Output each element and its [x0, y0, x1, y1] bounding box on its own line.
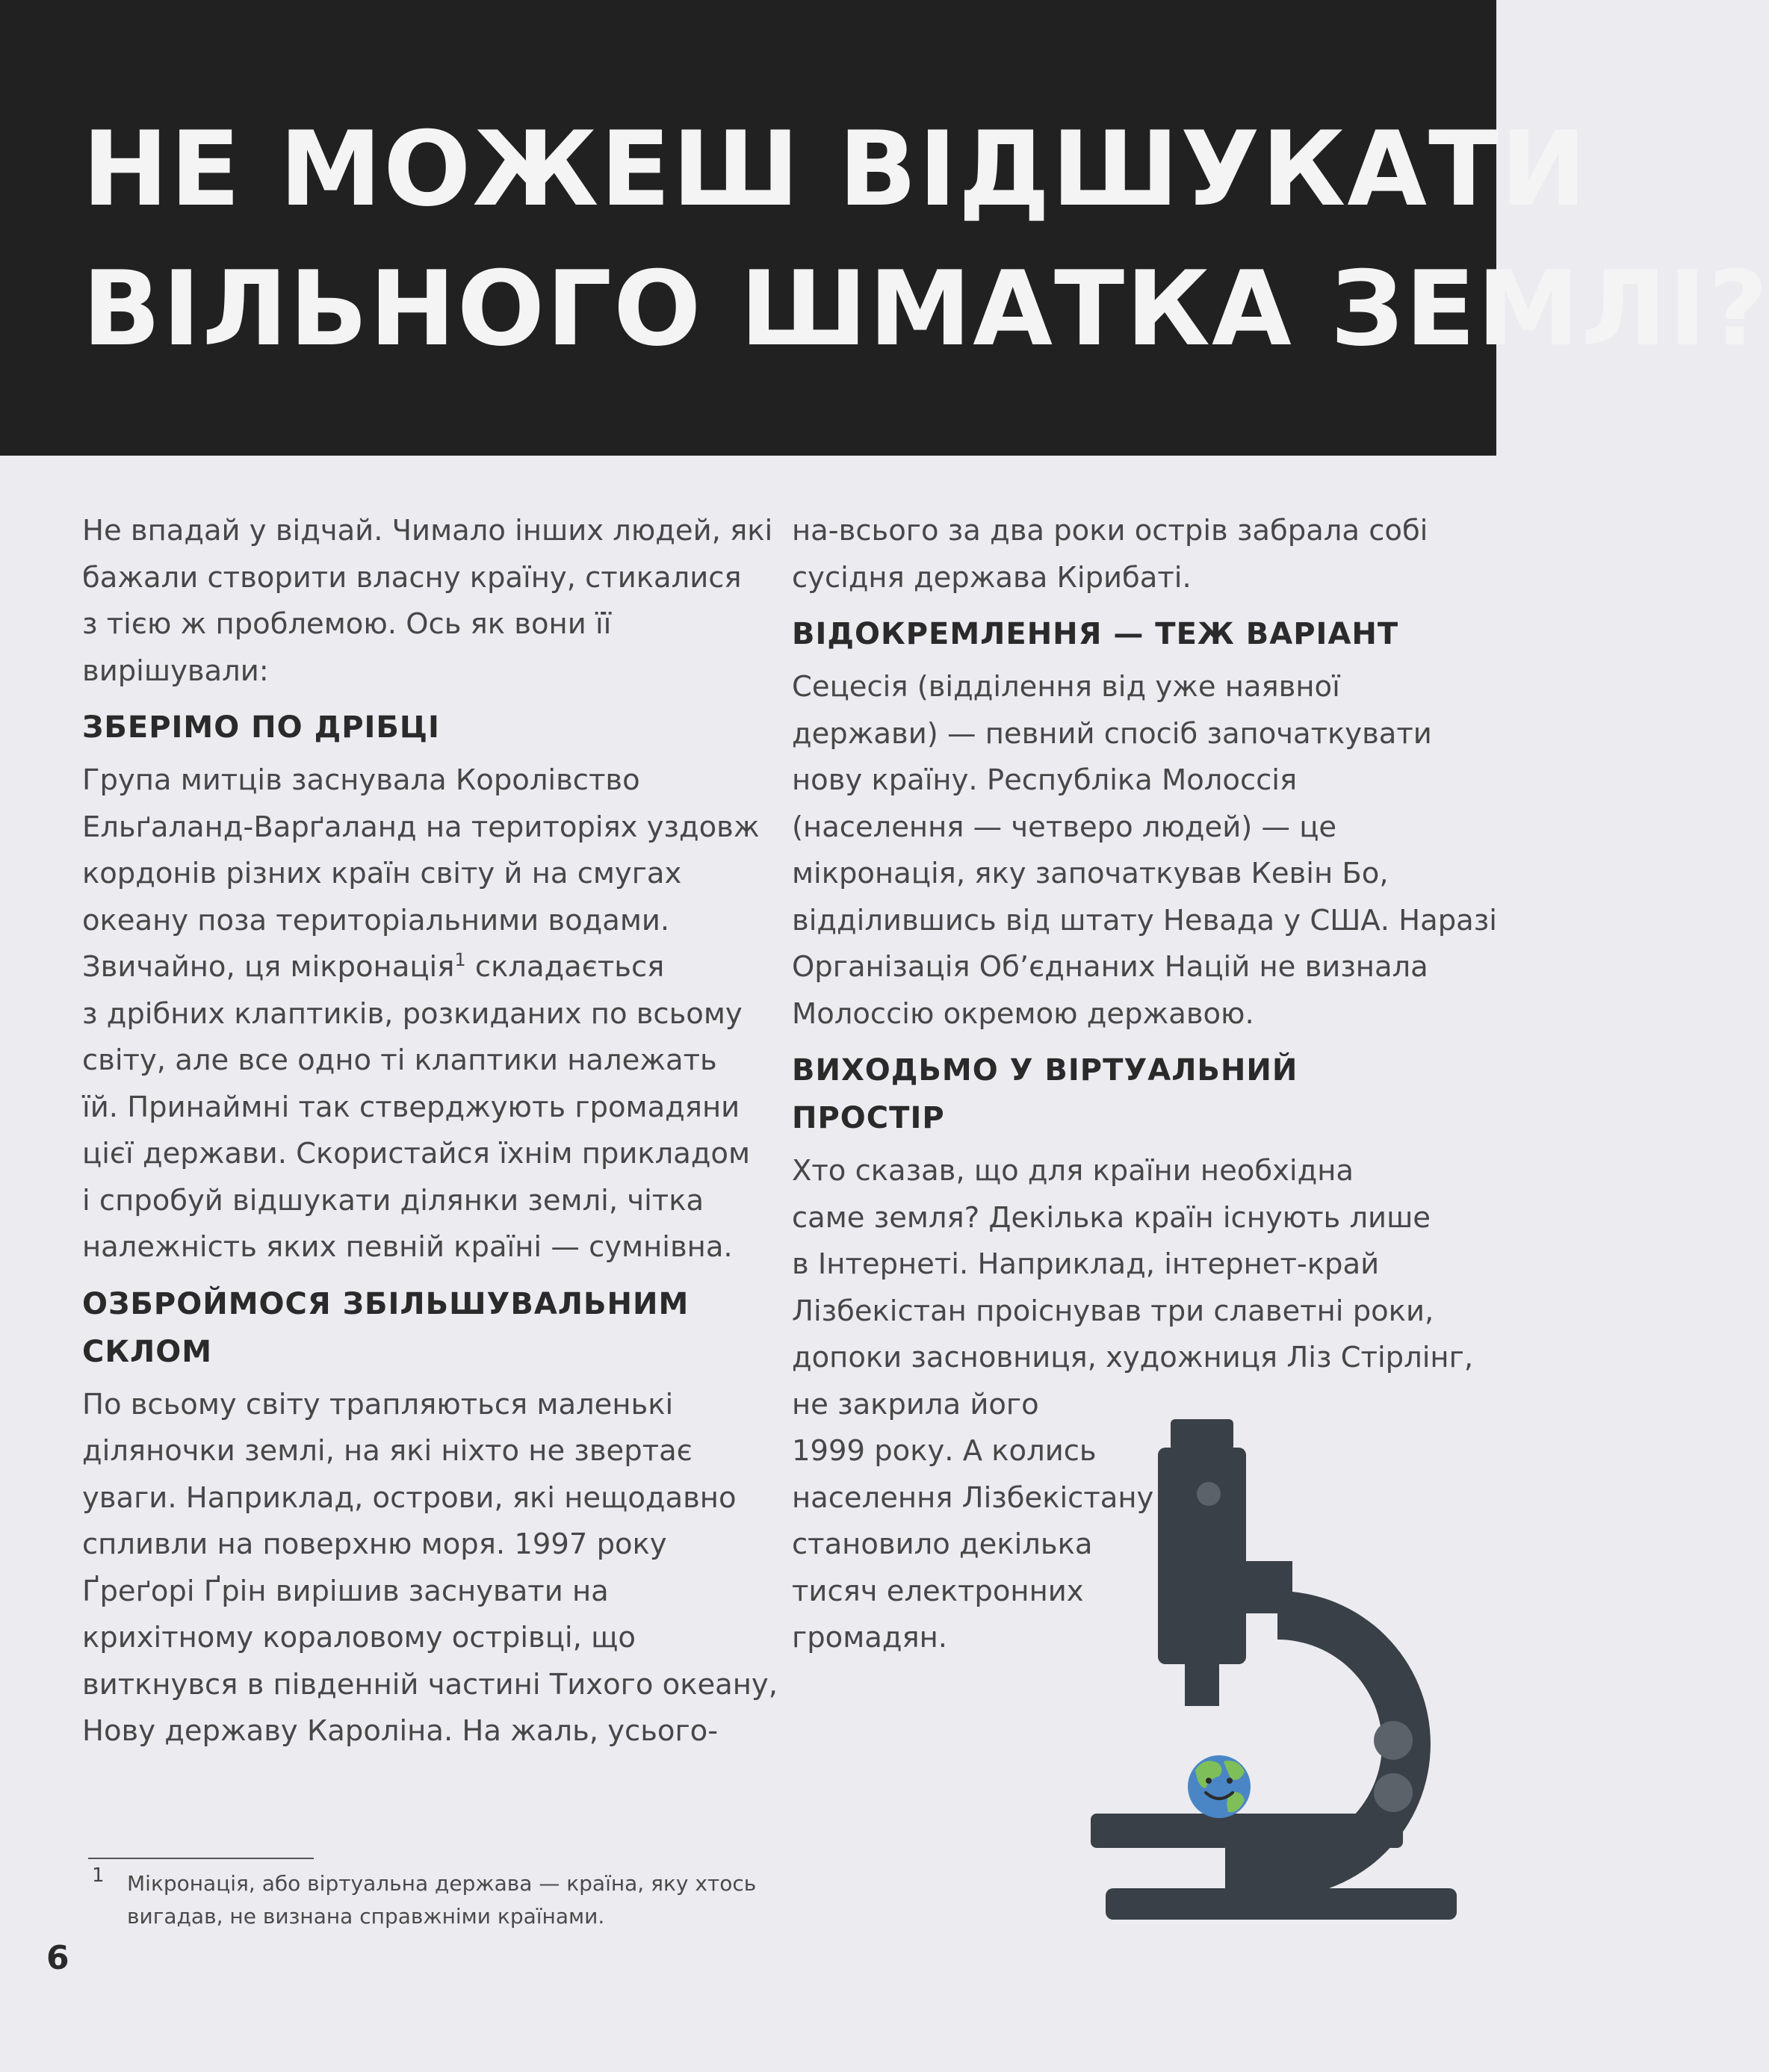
text-line: По всьому світу трапляються маленькі [82, 1387, 674, 1421]
text-line: допоки засновниця, художниця Ліз Стірлінг, [792, 1341, 1474, 1374]
page-title-line-2: ВІЛЬНОГО ШМАТКА ЗЕМЛІ? [82, 249, 1769, 369]
footnote-divider [88, 1858, 314, 1859]
text-line: цієї держави. Скористайся їхнім прикладом [82, 1137, 751, 1170]
text-line: Хто сказав, що для країни необхідна [792, 1154, 1354, 1188]
heading-line: ОЗБРОЙМОСЯ ЗБІЛЬШУВАЛЬНИМ [82, 1286, 690, 1321]
text-line: належність яких певній країні — сумнівна. [82, 1230, 733, 1264]
heading-line: СКЛОМ [82, 1334, 213, 1369]
footnote-reference[interactable]: 1 [454, 949, 466, 971]
adjustment-knob-bottom [1374, 1773, 1413, 1812]
microscope-stage [1091, 1814, 1403, 1848]
text-line: (населення — четверо людей) — це [792, 810, 1337, 844]
footnote-number: 1 [92, 1864, 105, 1887]
left-column [82, 508, 778, 1755]
text-line: Організація Об’єднаних Націй не визнала [792, 950, 1428, 984]
section-heading-collect [82, 704, 755, 751]
text-line: Ельґаланд-Варґаланд на територіях уздовж [82, 810, 760, 844]
title-banner [0, 0, 1769, 456]
section-heading-magnifier [82, 1280, 755, 1376]
text-fragment: Звичайно, ця мікронація [82, 950, 455, 984]
microscope-tube [1158, 1448, 1246, 1664]
heading-line: ПРОСТІР [792, 1101, 945, 1135]
section-heading-virtual [792, 1046, 1449, 1142]
text-line: спливли на поверхню моря. 1997 року [82, 1527, 667, 1561]
text-line: виткнувся в південній частині Тихого океану, [82, 1667, 778, 1702]
text-line: Ґреґорі Ґрін вирішив заснувати на [82, 1574, 609, 1608]
text-line: їй. Принаймні так стверджують громадяни [82, 1090, 740, 1124]
smiling-earth-globe [1188, 1755, 1251, 1818]
text-line: Молоссію окремою державою. [792, 996, 1254, 1031]
text-line: тисяч електронних [792, 1574, 1084, 1608]
text-line: становило декілька [792, 1527, 1093, 1561]
heading-line: ВИХОДЬМО У ВІРТУАЛЬНИЙ [792, 1053, 1298, 1088]
text-line: держави) — певний спосіб започаткувати [792, 716, 1432, 751]
heading-line: ЗБЕРІМО ПО ДРІБЦІ [82, 710, 440, 745]
text-line: мікронація, яку започаткував Кевін Бо, [792, 857, 1389, 890]
text-line: населення Лізбекістану [792, 1480, 1154, 1515]
text-line: сусідня держава Кірибаті. [792, 560, 1192, 595]
text-line: Нову державу Кароліна. На жаль, усього- [82, 1714, 719, 1748]
text-line: громадян. [792, 1621, 948, 1654]
heading-line: ВІДОКРЕМЛЕННЯ — ТЕЖ ВАРІАНТ [792, 617, 1399, 651]
microscope-body [1091, 1419, 1457, 1920]
microscope-eyepiece [1171, 1419, 1233, 1451]
text-line: Лізбекістан проіснував три славетні роки, [792, 1294, 1434, 1328]
text-line: кордонів різних країн світу й на смугах [82, 857, 682, 890]
text-line-with-footnote [82, 944, 755, 991]
text-line: вирішували: [82, 654, 269, 688]
adjustment-knob-top [1374, 1721, 1413, 1760]
text-line: уваги. Наприклад, острови, які нещодавно [82, 1480, 737, 1515]
section-paragraph-collect [82, 757, 760, 1271]
microscope-pillar [1225, 1845, 1330, 1897]
text-line: Група митців заснувала Королівство [82, 763, 640, 797]
text-line: в Інтернеті. Наприклад, інтернет-край [792, 1247, 1380, 1281]
section-paragraph-magnifier [82, 1382, 778, 1755]
microscope-illustration [1091, 1419, 1494, 1942]
text-line: саме земля? Декілька країн існують лише [792, 1200, 1431, 1235]
section-paragraph-secession [792, 664, 1497, 1037]
footnote-line: вигадав, не визнана справжніми країнами. [127, 1904, 605, 1929]
footnote-text [127, 1867, 756, 1933]
intro-paragraph [82, 508, 773, 695]
focus-knob-dot [1197, 1482, 1221, 1506]
text-line: на-всього за два роки острів забрала собі [792, 514, 1428, 548]
text-line: з дрібних клаптиків, розкиданих по всьому [82, 996, 743, 1031]
text-line: з тією ж проблемою. Ось як вони її [82, 607, 612, 641]
text-line: нову країну. Республіка Молоссія [792, 763, 1298, 797]
text-fragment: складається [465, 950, 665, 984]
text-line: океану поза територіальними водами. [82, 903, 670, 937]
text-line: і спробуй відшукати ділянки землі, чітка [82, 1183, 704, 1218]
text-line: 1999 року. А колись [792, 1434, 1097, 1468]
section-heading-secession [792, 610, 1449, 658]
globe-eye-left [1206, 1778, 1212, 1784]
footnote-line: Мікронація, або віртуальна держава — країна, яку хтось [127, 1871, 757, 1896]
page-number: 6 [46, 1939, 69, 1977]
microscope-objective [1185, 1663, 1219, 1706]
text-line: Сецесія (відділення від уже наявної [792, 670, 1340, 704]
text-line: крихітному кораловому острівці, що [82, 1621, 636, 1654]
text-line: діляночки землі, на які ніхто не звертає [82, 1434, 693, 1468]
text-line: світу, але все одно ті клаптики належать [82, 1043, 717, 1077]
microscope-arm-joint [1240, 1561, 1292, 1613]
text-line: не закрила його [792, 1387, 1039, 1421]
continuation-paragraph [792, 508, 1449, 601]
text-line: бажали створити власну країну, стикалися [82, 560, 742, 595]
page-title-line-1: НЕ МОЖЕШ ВІДШУКАТИ [82, 109, 1588, 229]
text-line: відділившись від штату Невада у США. Наразі [792, 903, 1497, 937]
text-line: Не впадай у відчай. Чимало інших людей, які [82, 514, 773, 548]
globe-eye-right [1227, 1778, 1233, 1784]
